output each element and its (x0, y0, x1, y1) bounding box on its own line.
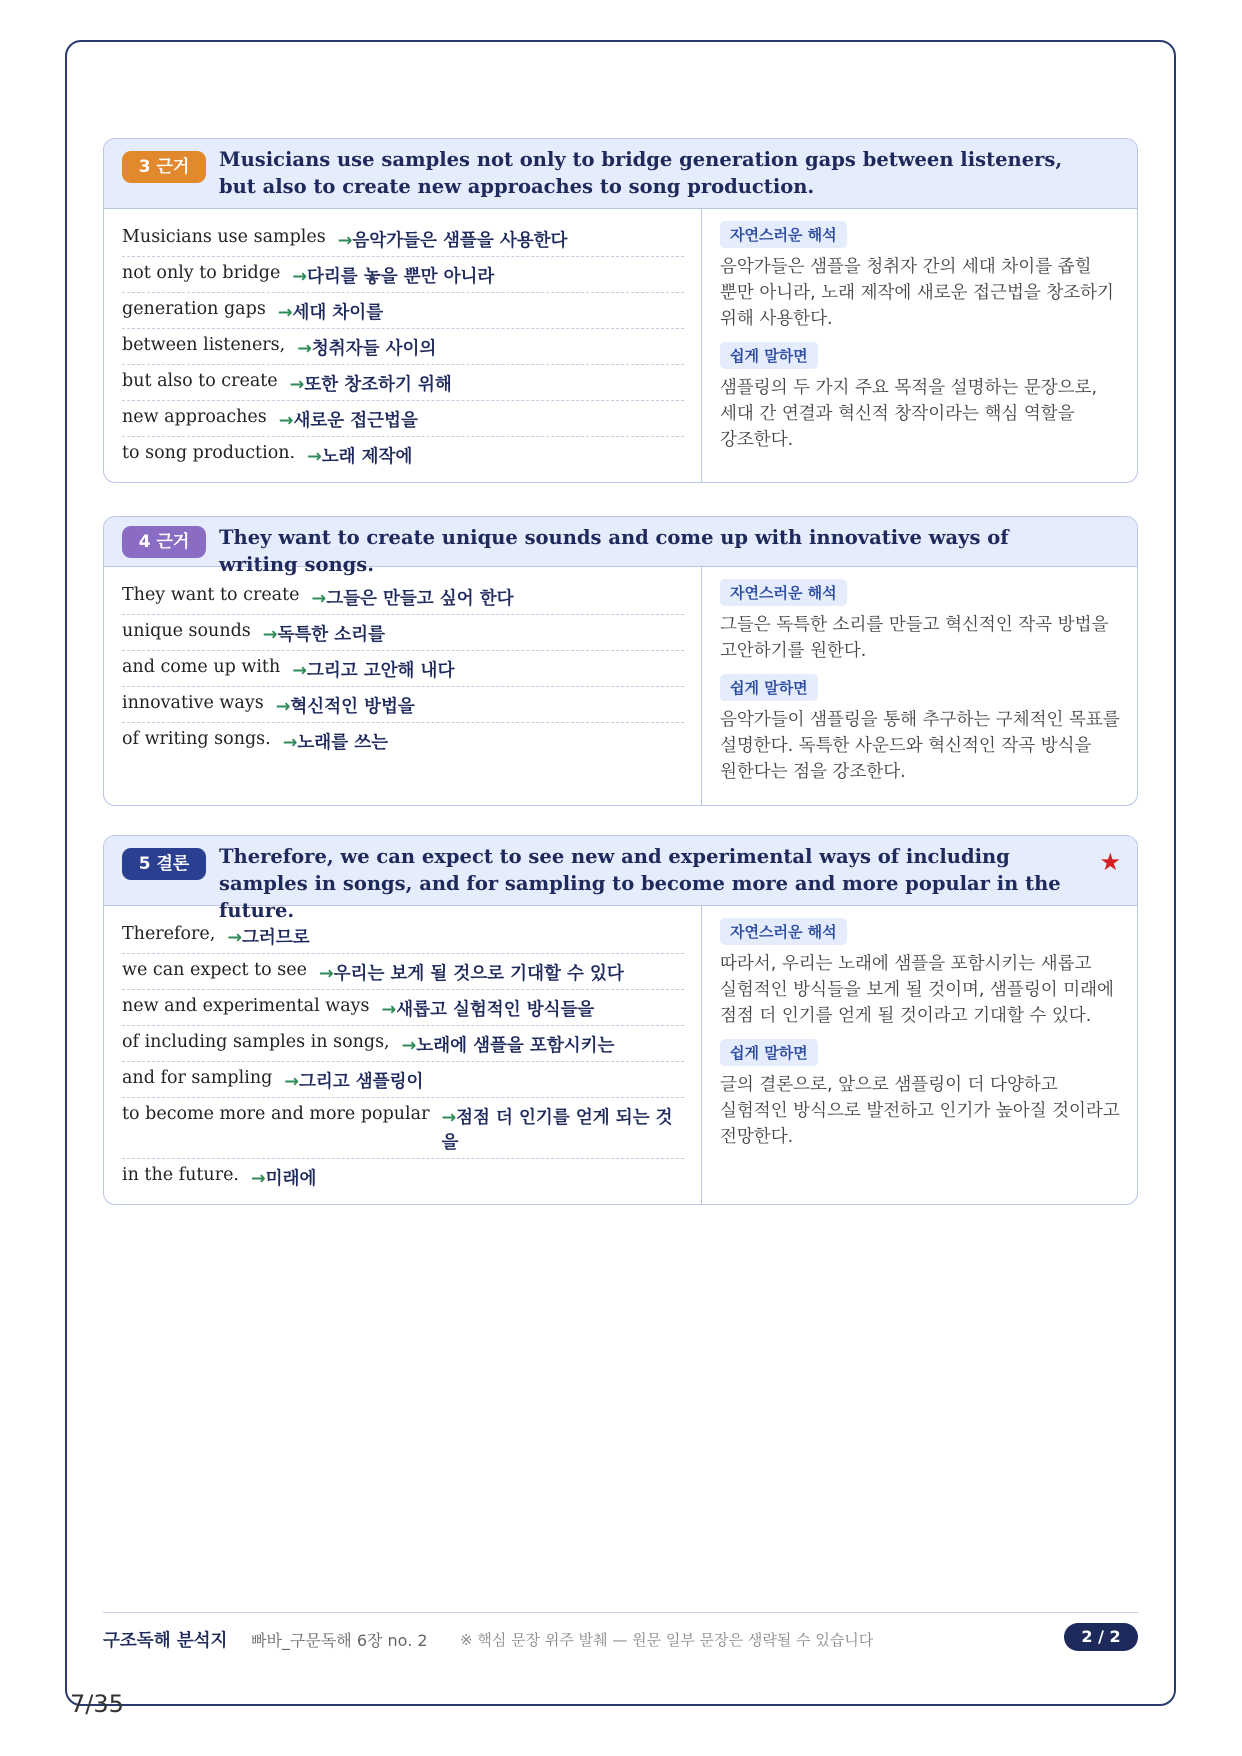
chunk-korean: →새롭고 실험적인 방식들을 (381, 1000, 595, 1020)
chunk-row (122, 1098, 684, 1159)
chunk-list (104, 567, 702, 805)
chunk-korean: →혁신적인 방법을 (275, 697, 415, 717)
chunk-korean: →그리고 샘플링이 (284, 1072, 424, 1092)
chunk-english: innovative ways (122, 693, 264, 713)
chunk-korean: →청취자들 사이의 (297, 339, 437, 359)
badge-number: 4 (138, 532, 151, 552)
card-header (104, 517, 1137, 576)
chunk-english: generation gaps (122, 299, 266, 319)
chunk-row (122, 651, 684, 687)
chunk-korean: →우리는 보게 될 것으로 기대할 수 있다 (318, 964, 624, 984)
chunk-english: to become more and more popular (122, 1104, 430, 1124)
chunk-english: in the future. (122, 1165, 239, 1185)
arrow-icon: → (262, 625, 278, 645)
footer-title: 구조독해 분석지 (103, 1631, 228, 1651)
chunk-korean: →음악가들은 샘플을 사용한다 (337, 231, 568, 251)
chunk-list (104, 209, 702, 482)
chunk-korean: →세대 차이를 (277, 303, 384, 323)
easy-explanation-label: 쉽게 말하면 (720, 674, 818, 701)
chunk-row (122, 579, 684, 615)
chunk-english: and for sampling (122, 1068, 273, 1088)
chunk-korean: →노래를 쓰는 (282, 733, 389, 753)
footer-source: 빠바_구문독해 6장 no. 2 (251, 1631, 428, 1650)
chunk-english: of writing songs. (122, 729, 271, 749)
analysis-card-3 (103, 138, 1138, 483)
arrow-icon: → (297, 339, 312, 359)
chunk-korean: →노래 제작에 (307, 447, 413, 467)
chunk-korean: →미래에 (251, 1169, 317, 1189)
natural-translation-label: 자연스러운 해석 (720, 918, 847, 945)
key-sentence: They want to create unique sounds and come up with innovative ways of writing songs. (219, 526, 1009, 576)
arrow-icon: → (251, 1169, 266, 1189)
arrow-icon: → (289, 375, 305, 395)
footer-page-badge: 2 / 2 (1064, 1623, 1138, 1651)
natural-translation: 음악가들은 샘플을 청취자 간의 세대 차이를 좁힐 뿐만 아니라, 노래 제작에 새로운 접근법을 창조하기 위해 사용한다. (720, 257, 1114, 329)
chunk-english: new approaches (122, 407, 267, 427)
chunk-korean: →새로운 접근법을 (278, 411, 418, 431)
chunk-korean: →노래에 샘플을 포함시키는 (401, 1036, 615, 1056)
key-sentence: Therefore, we can expect to see new and experimental ways of including samples in songs, and for sampling to become more and more popular in the future. (219, 845, 1061, 922)
interpretation-panel (702, 209, 1137, 482)
chunk-row (122, 329, 684, 365)
easy-explanation: 샘플링의 두 가지 주요 목적을 설명하는 문장으로, 세대 간 연결과 혁신적 창작이라는 핵심 역할을 강조한다. (720, 378, 1098, 450)
badge-label: 근거 (156, 157, 190, 177)
chunk-english: Musicians use samples (122, 227, 326, 247)
key-sentence: Musicians use samples not only to bridge generation gaps between listeners, but also to create new approaches to song production. (219, 148, 1063, 198)
chunk-korean: →그리고 고안해 내다 (292, 661, 455, 681)
badge-label: 근거 (156, 532, 190, 552)
interpretation-panel (702, 906, 1137, 1204)
chunk-row (122, 687, 684, 723)
chunk-english: and come up with (122, 657, 281, 677)
chunk-row (122, 615, 684, 651)
easy-explanation-label: 쉽게 말하면 (720, 1039, 818, 1066)
chunk-english: between listeners, (122, 335, 286, 355)
chunk-row (122, 954, 684, 990)
easy-explanation: 글의 결론으로, 앞으로 샘플링이 더 다양하고 실험적인 방식으로 발전하고 인기가 높아질 것이라고 전망한다. (720, 1075, 1120, 1147)
chunk-row (122, 723, 684, 758)
page-number: 7/35 (70, 1690, 124, 1718)
card-body (104, 567, 1137, 805)
chunk-row (122, 1062, 684, 1098)
badge-label: 결론 (156, 854, 190, 874)
card-header (104, 836, 1137, 922)
chunk-list (104, 906, 702, 1204)
chunk-korean: →그들은 만들고 싶어 한다 (311, 589, 514, 609)
section-badge (122, 848, 206, 880)
card-body (104, 906, 1137, 1204)
chunk-row (122, 365, 684, 401)
arrow-icon: → (275, 697, 291, 717)
chunk-korean: →점점 더 인기를 얻게 되는 것을 (441, 1108, 673, 1153)
chunk-row (122, 257, 684, 293)
chunk-row (122, 437, 684, 472)
chunk-korean: →독특한 소리를 (262, 625, 385, 645)
star-icon: ★ (1099, 848, 1121, 876)
section-badge (122, 151, 206, 183)
chunk-row (122, 1026, 684, 1062)
badge-number: 3 (138, 157, 151, 177)
chunk-korean: →다리를 놓을 뿐만 아니라 (292, 267, 495, 287)
arrow-icon: → (311, 589, 327, 609)
chunk-english: unique sounds (122, 621, 251, 641)
chunk-english: new and experimental ways (122, 996, 370, 1016)
arrow-icon: → (277, 303, 293, 323)
chunk-row (122, 1159, 684, 1194)
arrow-icon: → (307, 447, 322, 467)
arrow-icon: → (401, 1036, 417, 1056)
arrow-icon: → (278, 411, 294, 431)
chunk-row (122, 293, 684, 329)
chunk-english: but also to create (122, 371, 278, 391)
arrow-icon: → (337, 231, 353, 251)
arrow-icon: → (381, 1000, 397, 1020)
card-body (104, 209, 1137, 482)
arrow-icon: → (441, 1108, 457, 1128)
badge-number: 5 (138, 854, 151, 874)
arrow-icon: → (318, 964, 334, 984)
chunk-english: to song production. (122, 443, 296, 463)
footer-note: ※ 핵심 문장 위주 발췌 — 원문 일부 문장은 생략될 수 있습니다 (460, 1631, 874, 1649)
page-footer (103, 1612, 1138, 1651)
analysis-card-4 (103, 516, 1138, 806)
easy-explanation-label: 쉽게 말하면 (720, 342, 818, 369)
chunk-korean: →또한 창조하기 위해 (289, 375, 452, 395)
natural-translation: 그들은 독특한 소리를 만들고 혁신적인 작곡 방법을 고안하기를 원한다. (720, 615, 1109, 661)
chunk-english: Therefore, (122, 924, 216, 944)
chunk-row (122, 990, 684, 1026)
chunk-korean: →그러므로 (227, 928, 310, 948)
arrow-icon: → (292, 267, 307, 287)
chunk-english: of including samples in songs, (122, 1032, 390, 1052)
arrow-icon: → (282, 733, 298, 753)
analysis-card-5 (103, 835, 1138, 1205)
chunk-english: They want to create (122, 585, 300, 605)
section-badge (122, 526, 206, 558)
arrow-icon: → (227, 928, 242, 948)
natural-translation-label: 자연스러운 해석 (720, 579, 847, 606)
chunk-row (122, 221, 684, 257)
chunk-english: we can expect to see (122, 960, 307, 980)
card-header (104, 139, 1137, 209)
arrow-icon: → (292, 661, 307, 681)
chunk-english: not only to bridge (122, 263, 281, 283)
chunk-row (122, 401, 684, 437)
interpretation-panel (702, 567, 1137, 805)
easy-explanation: 음악가들이 샘플링을 통해 추구하는 구체적인 목표를 설명한다. 독특한 사운드와 혁신적인 작곡 방식을 원한다는 점을 강조한다. (720, 710, 1120, 782)
arrow-icon: → (284, 1072, 299, 1092)
natural-translation: 따라서, 우리는 노래에 샘플을 포함시키는 새롭고 실험적인 방식들을 보게 될 것이며, 샘플링이 미래에 점점 더 인기를 얻게 될 것이라고 기대할 수 있다. (720, 954, 1114, 1026)
natural-translation-label: 자연스러운 해석 (720, 221, 847, 248)
